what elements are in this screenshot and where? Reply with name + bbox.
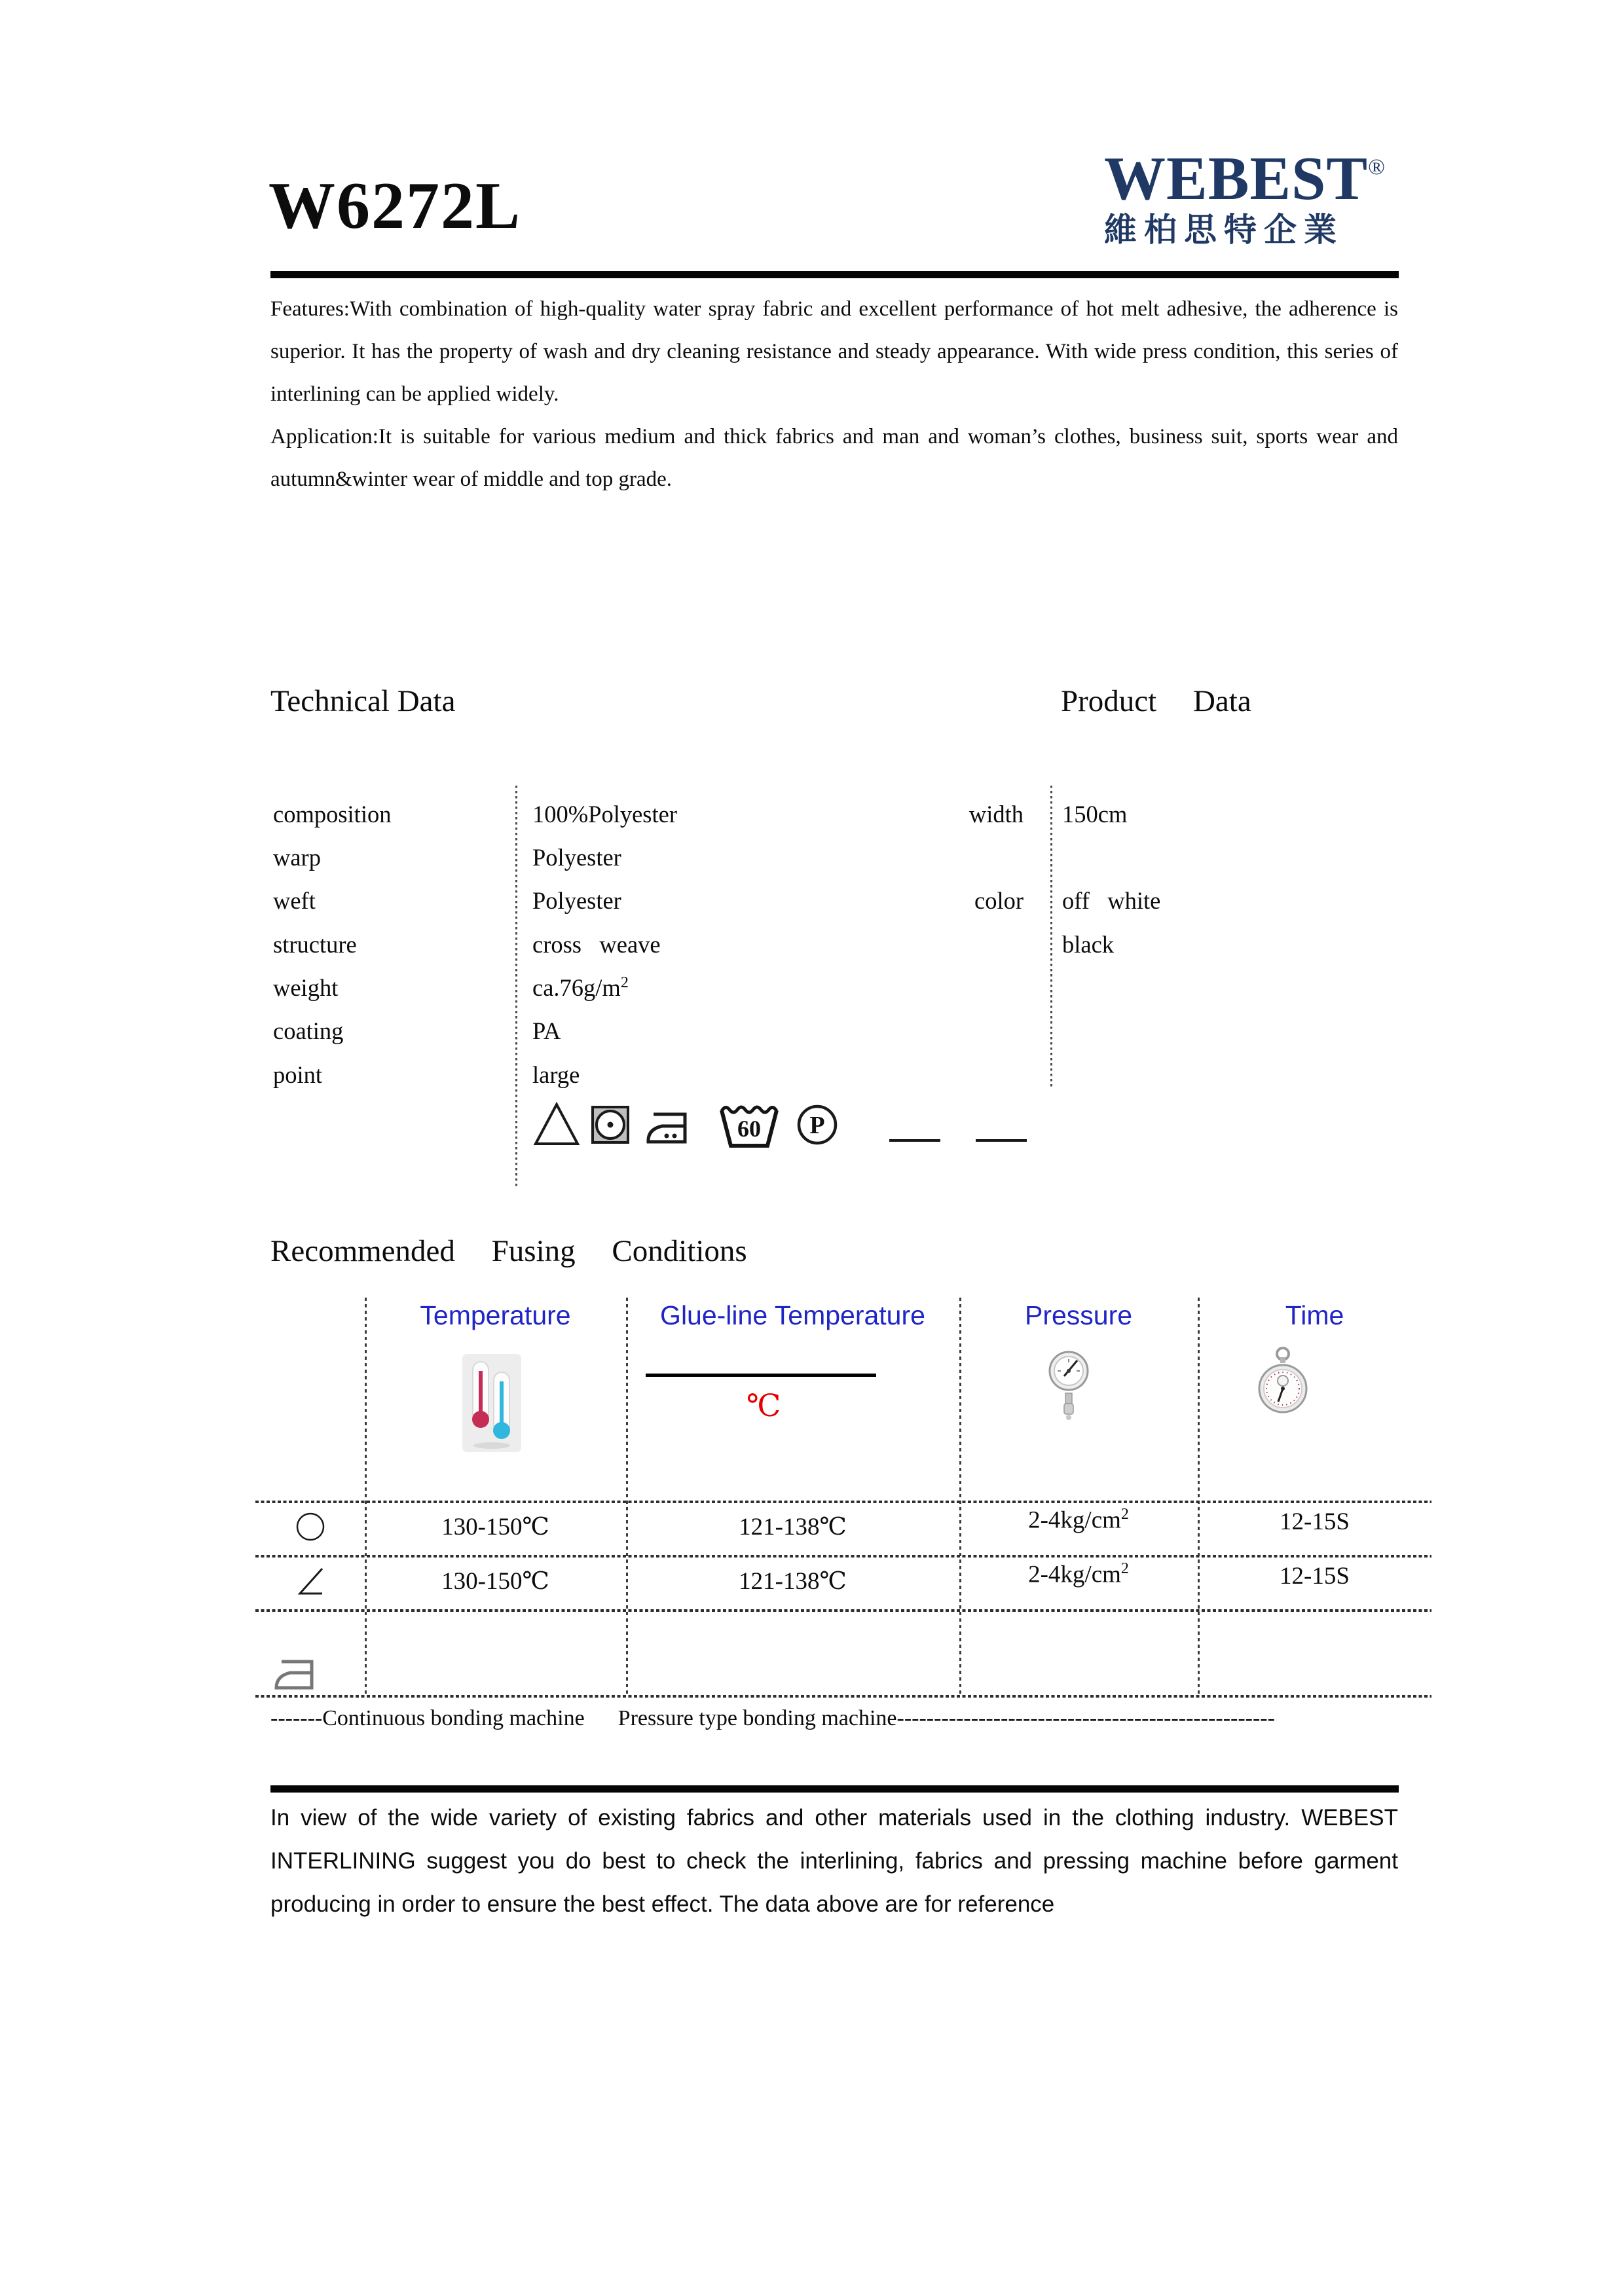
column-header-time: Time [1285, 1300, 1344, 1330]
table-vline [365, 1298, 367, 1696]
wash-60-icon [718, 1100, 781, 1150]
table-vline [1198, 1298, 1200, 1696]
bleach-triangle-icon [533, 1101, 580, 1147]
footer-rule [270, 1785, 1399, 1793]
pressure-gauge-icon [1048, 1343, 1089, 1422]
product-label: width [969, 801, 1024, 828]
tech-label: warp [273, 844, 321, 871]
tech-label: weft [273, 887, 316, 914]
brand-logo-chinese: 維柏思特企業 [1104, 211, 1344, 249]
product-value: black [1062, 931, 1115, 958]
dry-clean-p-icon [796, 1104, 838, 1146]
tech-value: 100%Polyester [532, 801, 677, 828]
footer-note: In view of the wide variety of existing fabrics and other materials used in the clothing industry. WEBEST INTERLINING suggest you do best to check the interlining, fabrics and pressing machine before garment producing in order to ensure the best effect. The data above are for reference [270, 1805, 1398, 1917]
product-divider [1050, 786, 1052, 1088]
cell-time: 12-15S [1280, 1508, 1350, 1535]
product-value: off white [1062, 887, 1161, 914]
cell-temperature: 130-150℃ [441, 1568, 549, 1595]
tech-label: structure [273, 931, 357, 958]
tech-label: point [273, 1061, 323, 1088]
product-value: 150cm [1062, 801, 1128, 828]
tech-value: $ca.76g/m^2$ [532, 974, 629, 1001]
application-paragraph: Application:It is suitable for various medium and thick fabrics and man and woman’s clothes, business suit, sports wear and autumn&winter wear of middle and top grade. [270, 425, 1398, 491]
table-hline [255, 1609, 1431, 1612]
column-header-temperature: Temperature [420, 1300, 571, 1330]
page-title: W6272L [268, 169, 522, 243]
table-vline [959, 1298, 961, 1696]
glue-line-rule [646, 1374, 876, 1377]
product-label: color [974, 887, 1024, 914]
line-dry-icon [976, 1139, 1027, 1142]
wash-temp-label: 60 [737, 1116, 761, 1142]
tech-label: coating [273, 1017, 344, 1044]
fusing-heading: Recommended Fusing Conditions [270, 1234, 747, 1268]
table-vline [626, 1298, 628, 1696]
cell-pressure: $2-4kg/cm^2$ [1028, 1560, 1129, 1588]
column-header-glue-line: Glue-line Temperature [660, 1300, 925, 1330]
technical-divider [515, 786, 517, 1188]
circle-symbol-icon [295, 1511, 326, 1542]
column-header-pressure: Pressure [1024, 1300, 1133, 1330]
glue-line-unit: ℃ [746, 1389, 781, 1423]
table-hline [255, 1555, 1431, 1558]
iron-icon [644, 1108, 694, 1146]
angle-symbol-icon [292, 1565, 327, 1597]
press-iron-symbol-icon [272, 1655, 321, 1692]
tech-value: Polyester [532, 844, 621, 871]
brand-logo-text: WEBEST® [1104, 145, 1386, 213]
stopwatch-icon [1257, 1345, 1308, 1419]
thermometer-icon [462, 1354, 521, 1452]
header-rule [270, 271, 1399, 278]
tech-label: composition [273, 801, 392, 828]
table-hline [255, 1501, 1431, 1503]
superscript: 2 [1120, 1560, 1129, 1577]
registered-mark: ® [1368, 155, 1386, 179]
superscript: 2 [1120, 1506, 1129, 1523]
dry-clean-letter: P [809, 1112, 825, 1139]
table-hline [255, 1695, 1431, 1698]
tech-label: weight [273, 974, 339, 1001]
cell-pressure: $2-4kg/cm^2$ [1028, 1506, 1129, 1534]
cell-glue-line: 121-138℃ [739, 1514, 847, 1540]
cell-temperature: 130-150℃ [441, 1514, 549, 1540]
tech-value: Polyester [532, 887, 621, 914]
cell-glue-line: 121-138℃ [739, 1568, 847, 1595]
features-paragraph: Features:With combination of high-quality water spray fabric and excellent performance of hot melt adhesive, the adherence is superior. It has the property of wash and dry cleaning resistance and steady appearance. With wide press condition, this series of interlining can be applied widely. [270, 297, 1398, 406]
brand-logo [1104, 145, 1392, 249]
machine-caption: -------Continuous bonding machine Pressure type bonding machine--------------------------------------------------- [270, 1706, 1275, 1730]
tech-value: large [532, 1061, 580, 1088]
superscript: 2 [620, 974, 629, 991]
tech-value: cross weave [532, 931, 661, 958]
cell-time: 12-15S [1280, 1563, 1350, 1590]
tumble-dry-icon [591, 1105, 630, 1144]
tech-value: PA [532, 1017, 561, 1044]
product-data-heading: Product Data [1061, 684, 1251, 718]
line-dry-icon [889, 1139, 940, 1142]
intro-paragraphs [270, 288, 1398, 501]
technical-data-heading: Technical Data [270, 684, 456, 718]
